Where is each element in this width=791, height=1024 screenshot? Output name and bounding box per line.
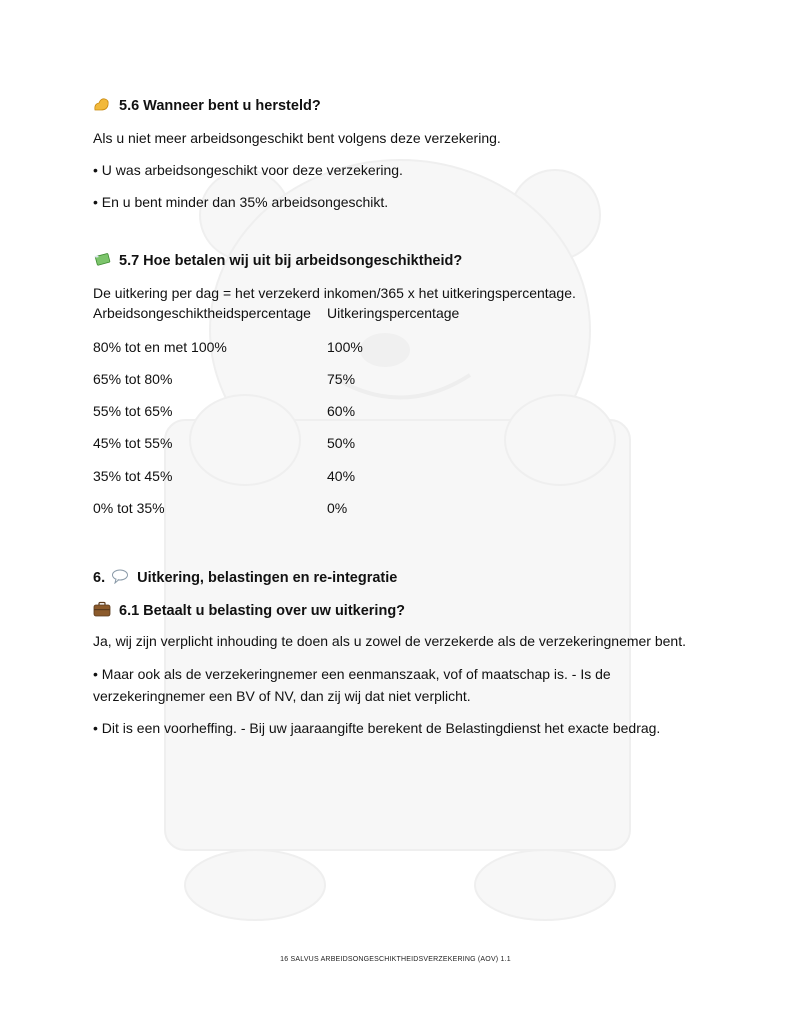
table-cell: 45% tot 55% — [93, 435, 173, 451]
heading-5-7: 5.7 Hoe betalen wij uit bij arbeidsongeschiktheid? — [93, 251, 462, 269]
table-cell: 55% tot 65% — [93, 403, 173, 419]
briefcase-icon — [93, 601, 111, 617]
money-with-wings-icon — [93, 251, 111, 267]
table-cell: 60% — [327, 403, 356, 419]
table-cell: 65% tot 80% — [93, 371, 173, 387]
bullet-6-1-1-line-2: verzekeringnemer een BV of NV, dan zij wij dat niet verplicht. — [93, 688, 471, 704]
table-cell: 35% tot 45% — [93, 468, 173, 484]
bullet-5-6-1: • U was arbeidsongeschikt voor deze verzekering. — [93, 162, 403, 178]
table-header-left: Arbeidsongeschiktheidspercentage — [93, 305, 311, 321]
heading-6: 6. Uitkering, belastingen en re-integratie — [93, 570, 398, 586]
bullet-5-6-2: • En u bent minder dan 35% arbeidsongeschikt. — [93, 194, 389, 210]
page-footer: 16 SALVUS ARBEIDSONGESCHIKTHEIDSVERZEKERING (AOV) 1.1 — [280, 956, 511, 963]
speech-balloon-icon — [111, 568, 129, 584]
paragraph-5-6-intro: Als u niet meer arbeidsongeschikt bent volgens deze verzekering. — [93, 130, 501, 146]
table-cell: 0% tot 35% — [93, 500, 165, 516]
table-cell: 100% — [327, 339, 363, 355]
table-cell: 0% — [327, 500, 348, 516]
bullet-6-1-2: • Dit is een voorheffing. - Bij uw jaaraangifte berekent de Belastingdienst het exacte bedrag. — [93, 720, 661, 736]
bullet-6-1-1-line-1: • Maar ook als de verzekeringnemer een eenmanszaak, vof of maatschap is. - Is de — [93, 666, 611, 682]
paragraph-5-7-intro: De uitkering per dag = het verzekerd inkomen/365 x het uitkeringspercentage. — [93, 285, 576, 301]
flexed-biceps-icon — [93, 96, 111, 112]
paragraph-6-1-intro: Ja, wij zijn verplicht inhouding te doen als u zowel de verzekerde als de verzekeringnemer bent. — [93, 633, 686, 649]
heading-6-1: 6.1 Betaalt u belasting over uw uitkering? — [93, 601, 405, 619]
table-cell: 80% tot en met 100% — [93, 339, 227, 355]
table-cell: 40% — [327, 468, 356, 484]
table-cell: 50% — [327, 435, 356, 451]
table-header-right: Uitkeringspercentage — [327, 305, 460, 321]
table-cell: 75% — [327, 371, 356, 387]
heading-5-6: 5.6 Wanneer bent u hersteld? — [93, 96, 321, 114]
